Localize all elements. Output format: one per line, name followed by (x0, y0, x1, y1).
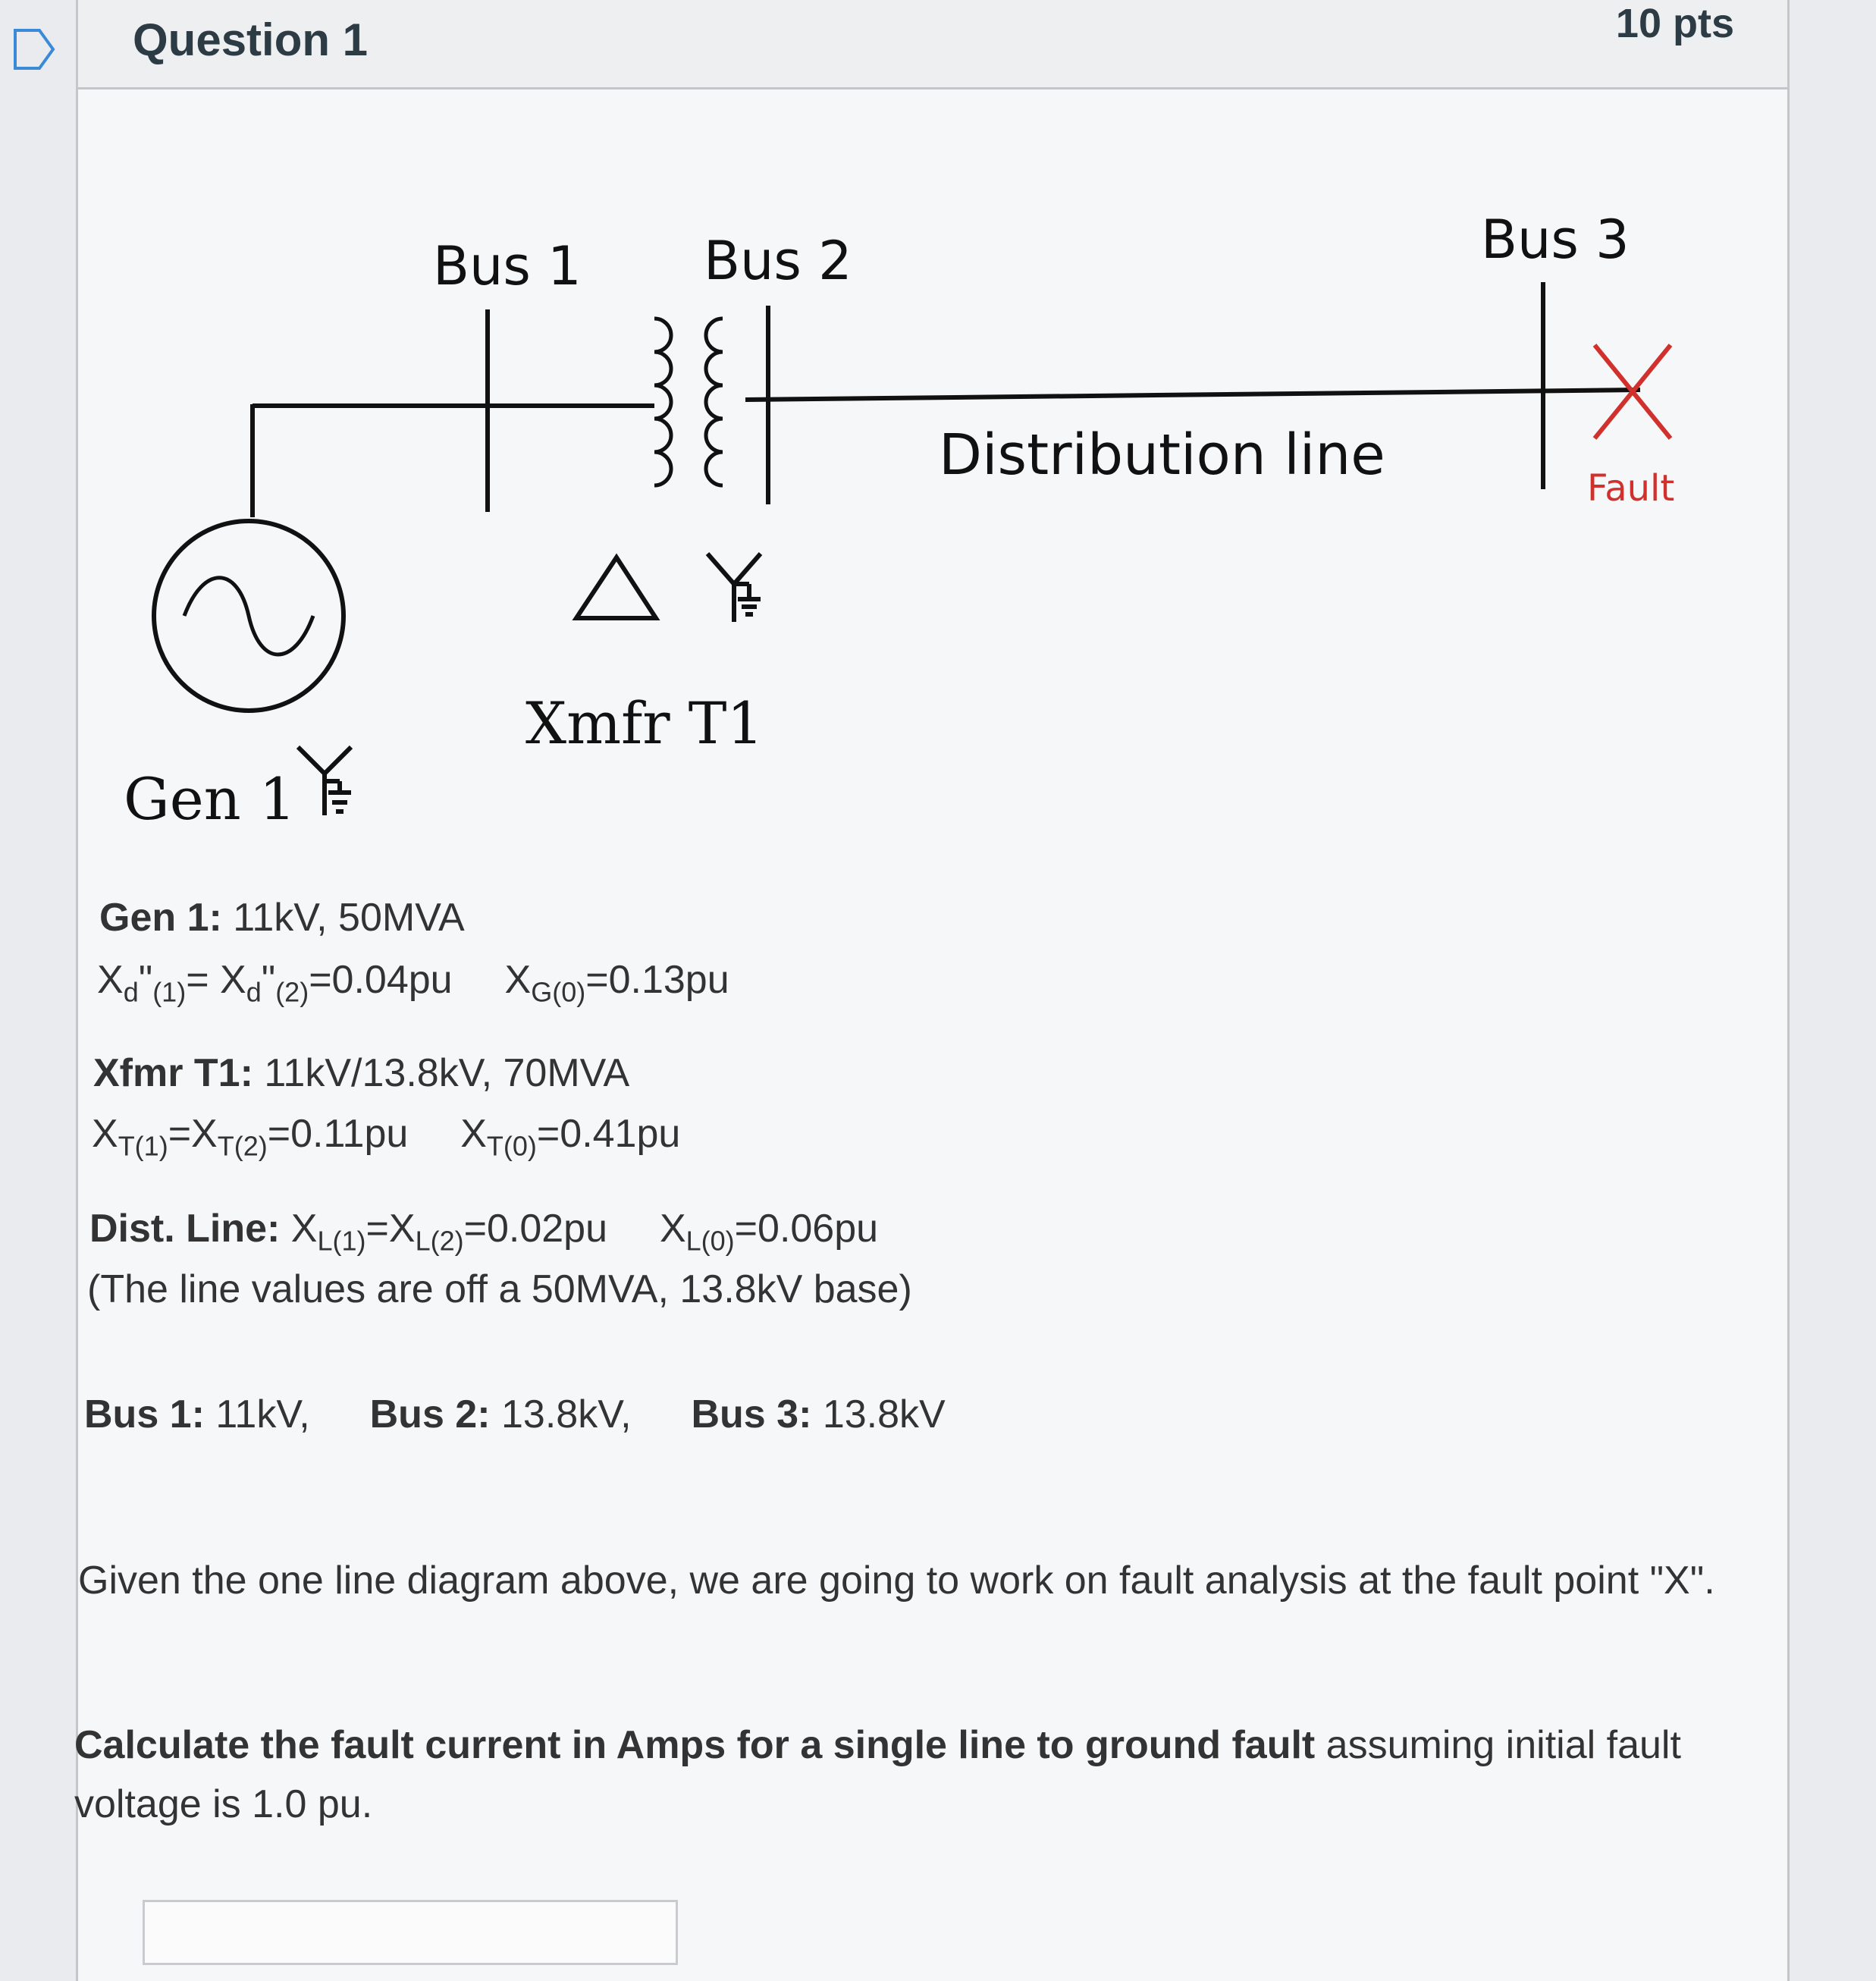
line-label: Distribution line (939, 422, 1385, 488)
xfmr-reactance-line: $X_{T(1)}=X_{T(2)}=0.11pu$ $X_{T(0)}=0.41pu$ (92, 1112, 681, 1162)
delta-winding-icon (576, 557, 656, 618)
question-card (76, 0, 1790, 1981)
sine-wave-icon (184, 578, 313, 655)
bus1-label: Bus 1 (433, 235, 582, 297)
bus-voltages-line: Bus 1: 11kV, Bus 2: 13.8kV, Bus 3: 13.8kV (84, 1392, 946, 1436)
xfmr-label: Xmfr T1 (525, 689, 764, 757)
main-line-right (745, 390, 1640, 400)
bus2-label: Bus 2 (704, 230, 852, 292)
xfmr-rating-line: Xfmr T1: 11kV/13.8kV, 70MVA (93, 1051, 630, 1095)
one-line-diagram (78, 0, 1787, 872)
line-reactance-line: Dist. Line: $X_{L(1)}=X_{L(2)}=0.02pu$ $X_{L(0)}=0.06pu$ (89, 1207, 879, 1257)
question-points: 10 pts (1615, 1, 1734, 46)
question-title: Question 1 (133, 14, 369, 65)
wye-grounded-icon (707, 554, 761, 622)
line-base-note: (The line values are off a 50MVA, 13.8kV base) (87, 1267, 912, 1311)
gen-wye-grounded-icon (298, 747, 351, 815)
gen-label: Gen 1 (124, 765, 296, 833)
fault-label: Fault (1587, 467, 1675, 510)
gen-rating-line: Gen 1: 11kV, 50MVA (99, 896, 465, 940)
question-given-text: Given the one line diagram above, we are going to work on fault analysis at the fault point "X". (78, 1559, 1715, 1603)
gen-reactance-line: $X_d"_{(1)}=$ $X_d"_{(2)}=0.04pu$ $X_{G(0)}=0.13pu$ (97, 958, 729, 1008)
answer-input[interactable] (143, 1900, 678, 1965)
flag-icon[interactable] (6, 23, 59, 76)
transformer-coil-icon (654, 319, 723, 485)
bus3-label: Bus 3 (1481, 209, 1630, 271)
question-calc-text: Calculate the fault current in Amps for a single line to ground fault assuming initial fault voltage is 1.0 pu. (74, 1723, 1681, 1826)
